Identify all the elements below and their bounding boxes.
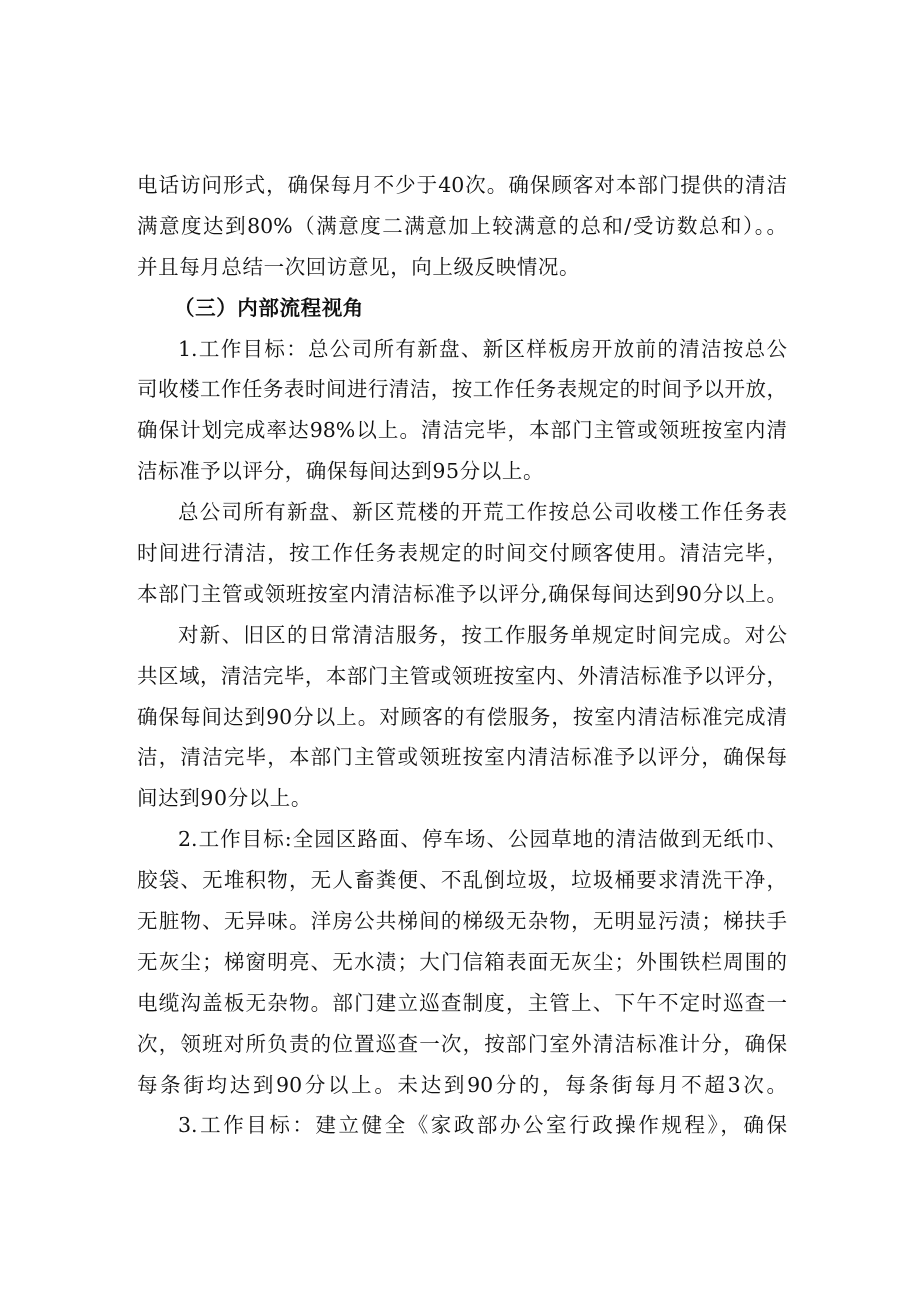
paragraph-line: 并且每月总结一次回访意见，向上级反映情况。: [137, 254, 581, 279]
paragraph-line: 1.工作目标：总公司所有新盘、新区样板房开放前的清洁按总公: [178, 336, 787, 361]
paragraph-line: 无灰尘；梯窗明亮、无水渍；大门信箱表面无灰尘；外围铁栏周围的: [137, 949, 787, 974]
paragraph-line: 对新、旧区的日常清洁服务，按工作服务单规定时间完成。对公: [178, 622, 787, 647]
paragraph-line: 洁，清洁完毕，本部门主管或领班按室内清洁标准予以评分，确保每: [137, 745, 787, 770]
paragraph-line: 时间进行清洁，按工作任务表规定的时间交付顾客使用。清洁完毕，: [137, 541, 787, 566]
paragraph-line: 2.工作目标:全园区路面、停车场、公园草地的清洁做到无纸巾、: [178, 827, 787, 852]
document-body: [137, 165, 787, 1146]
paragraph-line: 本部门主管或领班按室内清洁标准予以评分,确保每间达到90分以上。: [137, 581, 787, 606]
paragraph-line: 无脏物、无异味。洋房公共梯间的梯级无杂物，无明显污渍；梯扶手: [137, 909, 787, 934]
paragraph-line: 共区域，清洁完毕，本部门主管或领班按室内、外清洁标准予以评分，: [137, 663, 787, 688]
paragraph-line: 次，领班对所负责的位置巡查一次，按部门室外清洁标准计分，确保: [137, 1031, 787, 1056]
paragraph-line: 满意度达到80%（满意度二满意加上较满意的总和/受访数总和）。。: [137, 213, 787, 238]
paragraph-line: 3.工作目标：建立健全《家政部办公室行政操作规程》，确保: [178, 1113, 787, 1138]
paragraph-line: 确保计划完成率达98%以上。清洁完毕，本部门主管或领班按室内清: [137, 418, 787, 443]
paragraph-line: 电话访问形式，确保每月不少于40次。确保顾客对本部门提供的清洁: [137, 173, 787, 197]
paragraph-line: 确保每间达到90分以上。对顾客的有偿服务，按室内清洁标准完成清: [137, 704, 787, 729]
paragraph-line: 胶袋、无堆积物，无人畜粪便、不乱倒垃圾，垃圾桶要求清洗干净，: [137, 868, 787, 893]
paragraph-line: 总公司所有新盘、新区荒楼的开荒工作按总公司收楼工作任务表: [178, 500, 787, 525]
paragraph-line: 司收楼工作任务表时间进行清洁，按工作任务表规定的时间予以开放，: [137, 377, 787, 402]
paragraph-line: 每条街均达到90分以上。未达到90分的，每条街每月不超3次。: [137, 1072, 787, 1097]
section-heading: （三）内部流程视角: [174, 295, 364, 320]
paragraph-line: 电缆沟盖板无杂物。部门建立巡查制度，主管上、下午不定时巡查一: [137, 990, 787, 1015]
paragraph-line: 间达到90分以上。: [137, 786, 312, 811]
paragraph-line: 洁标准予以评分，确保每间达到95分以上。: [137, 459, 545, 484]
